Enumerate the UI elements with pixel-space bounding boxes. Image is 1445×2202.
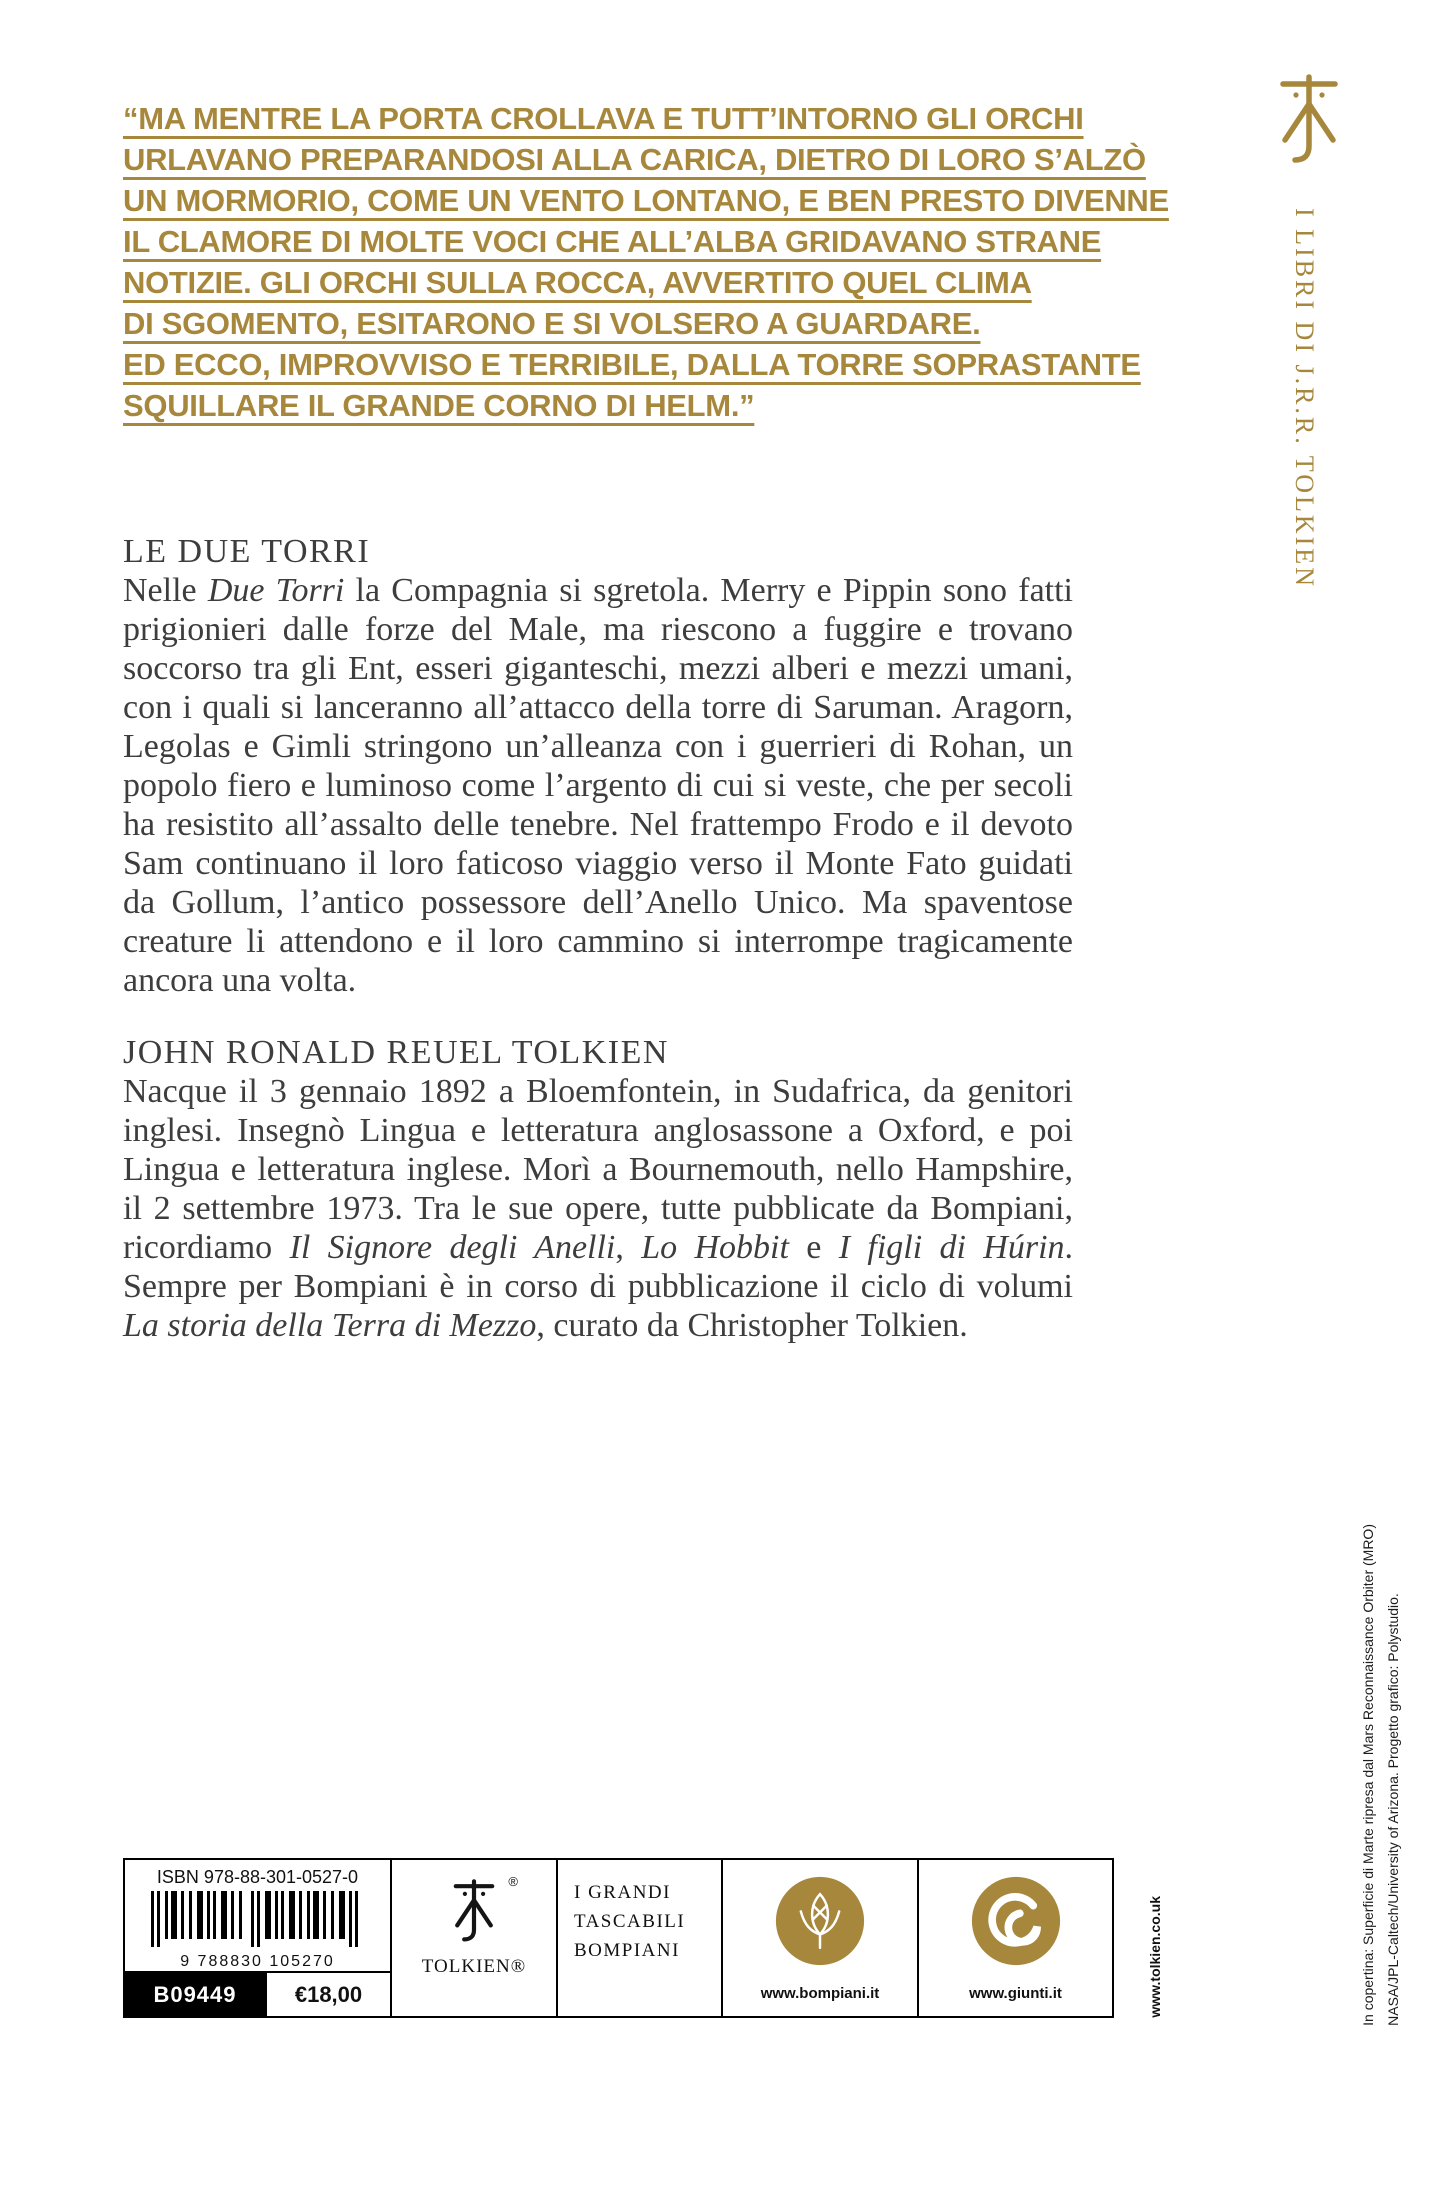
quote-line: DI SGOMENTO, ESITARONO E SI VOLSERO A GUARDARE. <box>123 306 981 341</box>
tolkien-website-vertical: www.tolkien.co.uk <box>1147 1896 1163 2018</box>
isbn-box <box>123 1858 392 2018</box>
author-name-heading: JOHN RONALD REUEL TOLKIEN <box>123 1034 669 1071</box>
quote-line: SQUILLARE IL GRANDE CORNO DI HELM.” <box>123 388 755 423</box>
tolkien-monogram-footer-icon <box>446 1874 518 1944</box>
price: €18,00 <box>265 1973 390 2016</box>
author-bio-paragraph: Nacque il 3 gennaio 1892 a Bloemfontein, in Sudafrica, da genitori inglesi. Insegnò Lingua e letteratura anglosassone a Oxford, e poi Lingua e letteratura inglese. Morì a Bournemouth, nello Hampshire, il 2 settembre 1973. Tra le sue opere, tutte pubblicate da Bompiani, ricordiamo Il Signore degli Anelli, Lo Hobbit e I figli di Húrin. Sempre per Bompiani è in corso di pubblicazione il ciclo di volumi La storia della Terra di Mezzo, curato da Christopher Tolkien. <box>123 1073 1074 1344</box>
tolkien-wordmark: TOLKIEN® <box>421 1956 527 1977</box>
quote-line: IL CLAMORE DI MOLTE VOCI CHE ALL’ALBA GRIDAVANO STRANE <box>123 224 1102 259</box>
quote-line: URLAVANO PREPARANDOSI ALLA CARICA, DIETRO DI LORO S’ALZÒ <box>123 142 1146 177</box>
credit-line-cover: In copertina: Superficie di Marte ripresa dal Mars Reconnaissance Orbiter (MRO) <box>1360 1524 1376 2026</box>
bompiani-logo-box <box>721 1858 919 2018</box>
tolkien-monogram-icon <box>1269 70 1349 166</box>
cover-credits <box>1359 1524 1403 2026</box>
cover-quote <box>123 98 1169 426</box>
imprint-box <box>556 1858 723 2018</box>
giunti-url: www.giunti.it <box>969 1984 1062 2002</box>
bompiani-url: www.bompiani.it <box>760 1984 880 2002</box>
imprint-line: BOMPIANI <box>574 1940 680 1961</box>
back-cover-text <box>123 532 1073 1345</box>
ean-barcode-icon <box>151 1891 365 1952</box>
book-synopsis-paragraph: Nelle Due Torri la Compagnia si sgretola. Merry e Pippin sono fatti prigionieri dalle forze del Male, ma riescono a fuggire e trovano soccorso tra gli Ent, esseri giganteschi, mezzi alberi e mezzi umani, con i quali si lanceranno all’attacco della torre di Saruman. Aragorn, Legolas e Gimli stringono un’alleanza con i guerrieri di Rohan, un popolo fiero e luminoso come l’argento di cui si veste, che per secoli ha resistito all’assalto delle tenebre. Nel frattempo Frodo e il devoto Sam continuano il loro faticoso viaggio verso il Monte Fato guidati da Gollum, l’antico possessore dell’Anello Unico. Ma spaventose creature li attendono e il loro cammino si interrompe tragicamente ancora una volta. <box>123 572 1073 999</box>
author-bio-section <box>123 1033 1073 1345</box>
giunti-logo-box <box>917 1858 1114 2018</box>
registered-mark: ® <box>508 1874 518 1889</box>
book-synopsis-section <box>123 532 1073 1000</box>
series-title-vertical: I LIBRI DI J.R.R. TOLKIEN <box>1290 208 1319 589</box>
price-row <box>125 1971 390 2016</box>
publisher-footer-bar <box>123 1858 1114 2018</box>
edition-code: B09449 <box>125 1973 265 2016</box>
quote-line: UN MORMORIO, COME UN VENTO LONTANO, E BEN PRESTO DIVENNE <box>123 183 1169 218</box>
quote-line: ED ECCO, IMPROVVISO E TERRIBILE, DALLA TORRE SOPRASTANTE <box>123 347 1141 382</box>
imprint-line: TASCABILI <box>574 1911 686 1932</box>
tolkien-logo-box <box>390 1858 558 2018</box>
isbn-area <box>125 1860 390 1971</box>
quote-line: “MA MENTRE LA PORTA CROLLAVA E TUTT’INTORNO GLI ORCHI <box>123 101 1084 136</box>
quote-line: NOTIZIE. GLI ORCHI SULLA ROCCA, AVVERTITO QUEL CLIMA <box>123 265 1032 300</box>
bompiani-logo-icon <box>774 1875 866 1972</box>
book-title-heading: LE DUE TORRI <box>123 533 371 570</box>
isbn-label: ISBN 978-88-301-0527-0 <box>156 1867 359 1887</box>
credit-line-nasa: NASA/JPL-Caltech/University of Arizona. Progetto grafico: Polystudio. <box>1385 1593 1401 2026</box>
imprint-line: I GRANDI <box>574 1882 671 1903</box>
barcode-digits: 9 788830 105270 <box>180 1953 335 1970</box>
giunti-logo-icon <box>970 1875 1062 1972</box>
